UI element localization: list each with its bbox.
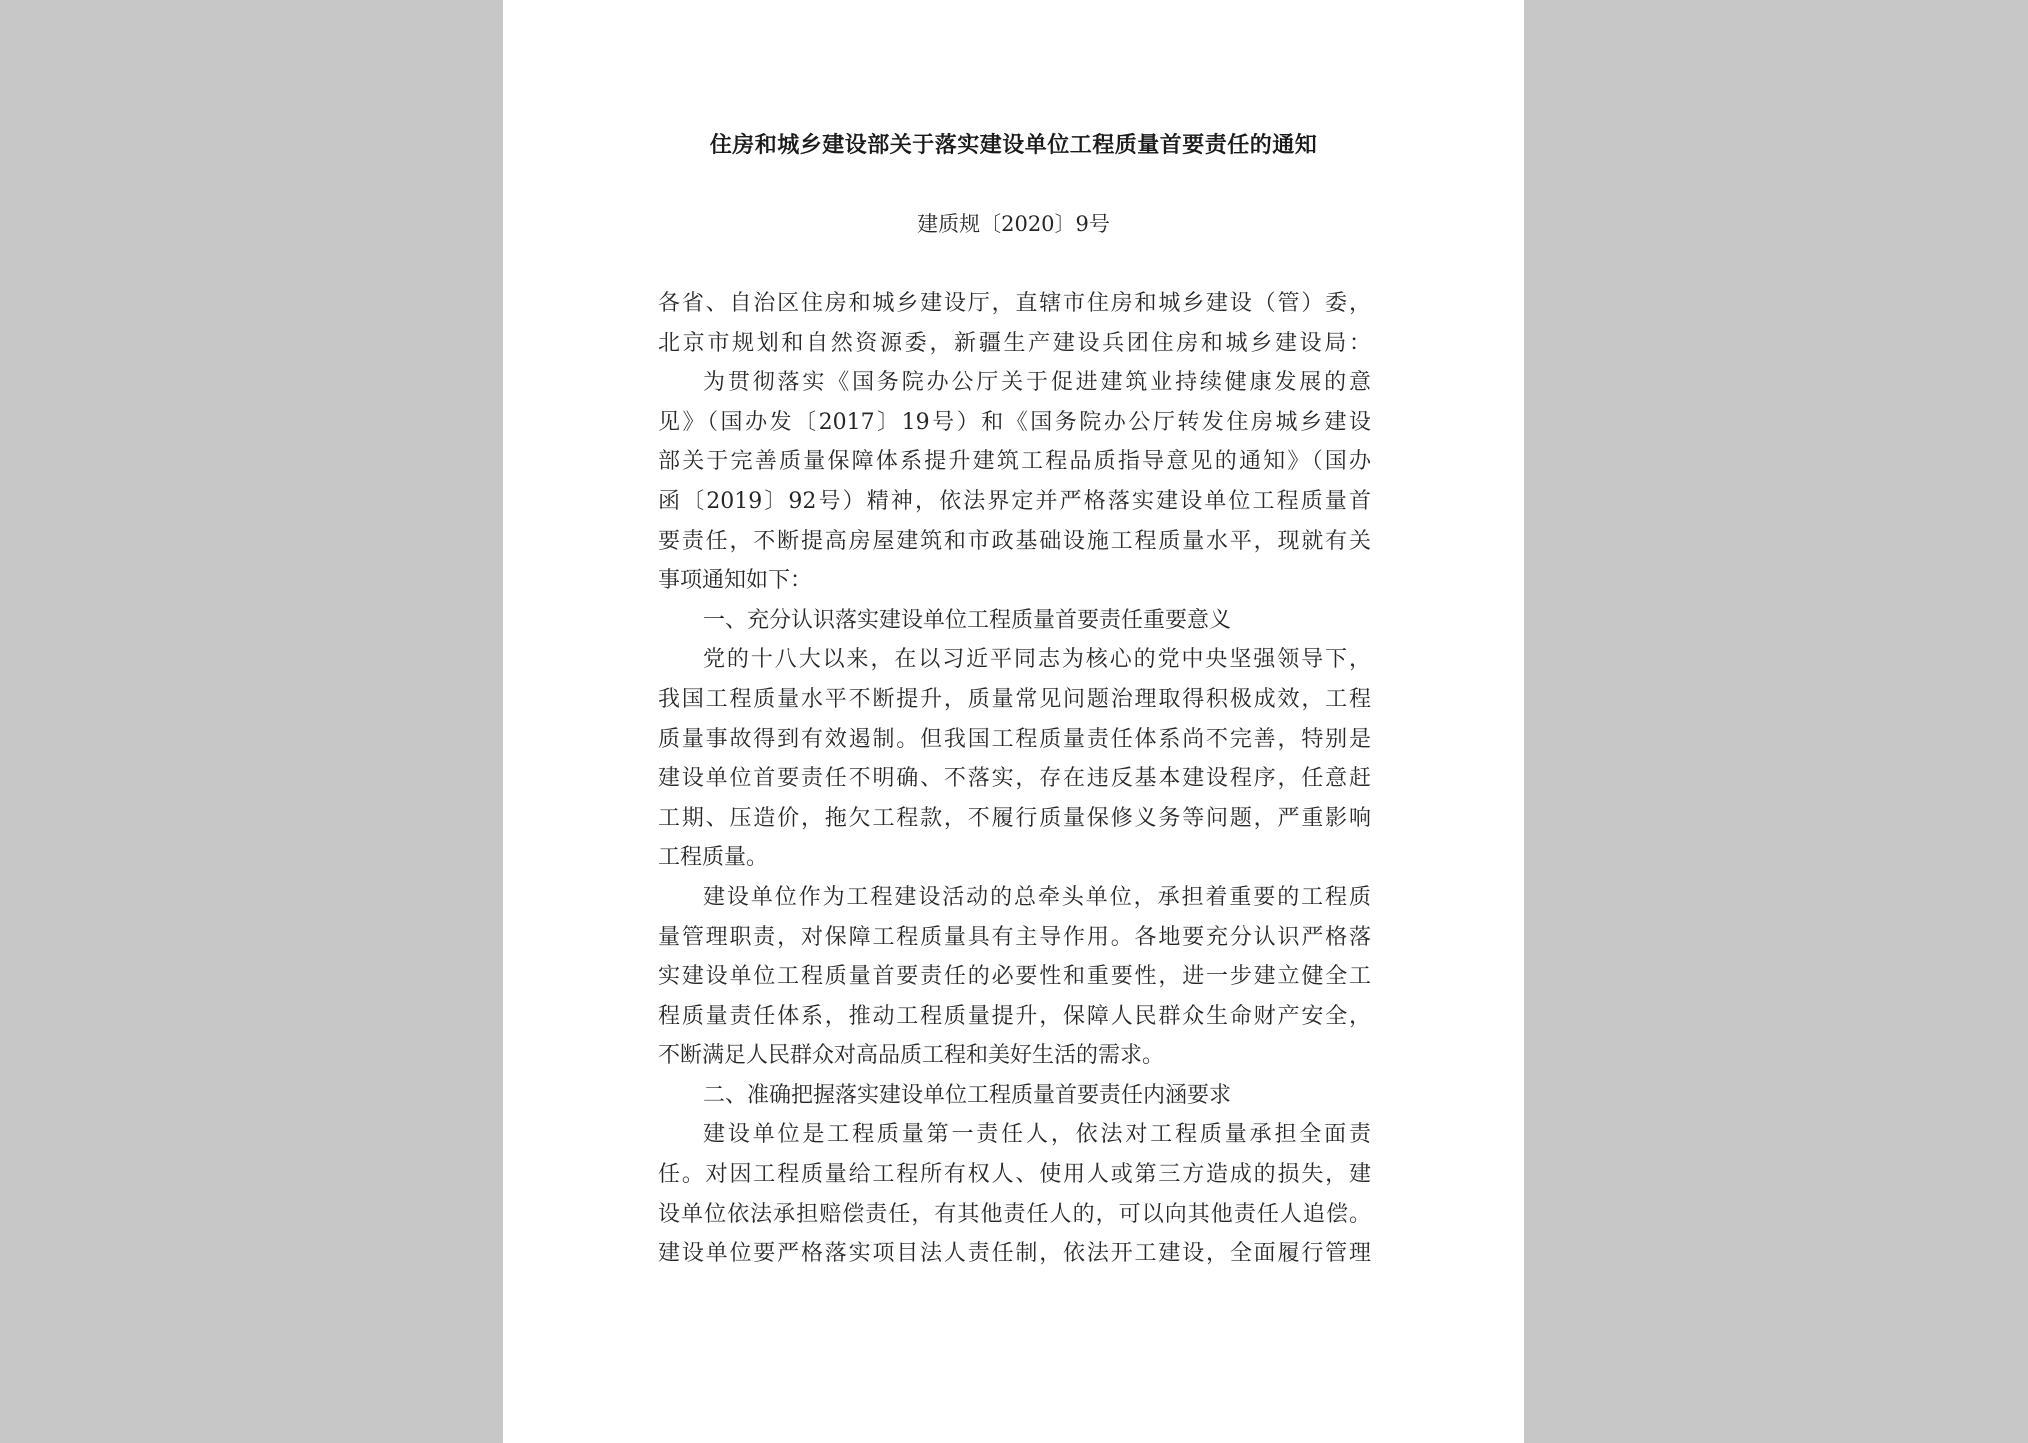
body-line: 任。对因工程质量给工程所有权人、使用人或第三方造成的损失，建 <box>658 1162 1371 1188</box>
body-line: 质量事故得到有效遏制。但我国工程质量责任体系尚不完善，特别是 <box>658 726 1371 752</box>
body-line: 工期、压造价，拖欠工程款，不履行质量保修义务等问题，严重影响 <box>658 805 1371 831</box>
section-heading: 二、准确把握落实建设单位工程质量首要责任内涵要求 <box>703 1082 1232 1108</box>
document-number: 建质规〔2020〕9号 <box>917 212 1110 236</box>
document-page <box>503 0 1524 1443</box>
document-body <box>658 284 1371 1274</box>
body-line: 为贯彻落实《国务院办公厅关于促进建筑业持续健康发展的意 <box>703 370 1371 396</box>
body-line: 实建设单位工程质量首要责任的必要性和重要性，进一步建立健全工 <box>658 964 1371 990</box>
body-line: 我国工程质量水平不断提升，质量常见问题治理取得积极成效，工程 <box>658 686 1371 712</box>
body-line: 不断满足人民群众对高品质工程和美好生活的需求。 <box>658 1043 1165 1069</box>
body-line: 北京市规划和自然资源委，新疆生产建设兵团住房和城乡建设局： <box>658 330 1371 356</box>
body-line: 设单位依法承担赔偿责任，有其他责任人的，可以向其他责任人追偿。 <box>658 1201 1371 1227</box>
body-line: 建设单位作为工程建设活动的总牵头单位，承担着重要的工程质 <box>703 884 1371 910</box>
section-heading: 一、充分认识落实建设单位工程质量首要责任重要意义 <box>703 607 1232 633</box>
body-line: 建设单位首要责任不明确、不落实，存在违反基本建设程序，任意赶 <box>658 766 1371 792</box>
body-line: 要责任，不断提高房屋建筑和市政基础设施工程质量水平，现就有关 <box>658 528 1371 554</box>
body-line: 党的十八大以来，在以习近平同志为核心的党中央坚强领导下， <box>703 647 1371 673</box>
document-title: 住房和城乡建设部关于落实建设单位工程质量首要责任的通知 <box>709 132 1318 158</box>
body-line: 函〔2019〕92号）精神，依法界定并严格落实建设单位工程质量首 <box>658 488 1371 514</box>
body-line: 各省、自治区住房和城乡建设厅，直辖市住房和城乡建设（管）委， <box>658 291 1371 316</box>
body-line: 部关于完善质量保障体系提升建筑工程品质指导意见的通知》（国办 <box>658 449 1371 475</box>
body-line: 程质量责任体系，推动工程质量提升，保障人民群众生命财产安全， <box>658 1003 1371 1029</box>
body-line: 建设单位是工程质量第一责任人，依法对工程质量承担全面责 <box>703 1122 1371 1148</box>
body-line: 事项通知如下： <box>658 568 813 594</box>
body-line: 建设单位要严格落实项目法人责任制，依法开工建设，全面履行管理 <box>658 1241 1371 1267</box>
body-line: 工程质量。 <box>658 845 769 871</box>
body-line: 见》（国办发〔2017〕19号）和《国务院办公厅转发住房城乡建设 <box>658 409 1371 435</box>
body-line: 量管理职责，对保障工程质量具有主导作用。各地要充分认识严格落 <box>658 924 1371 950</box>
